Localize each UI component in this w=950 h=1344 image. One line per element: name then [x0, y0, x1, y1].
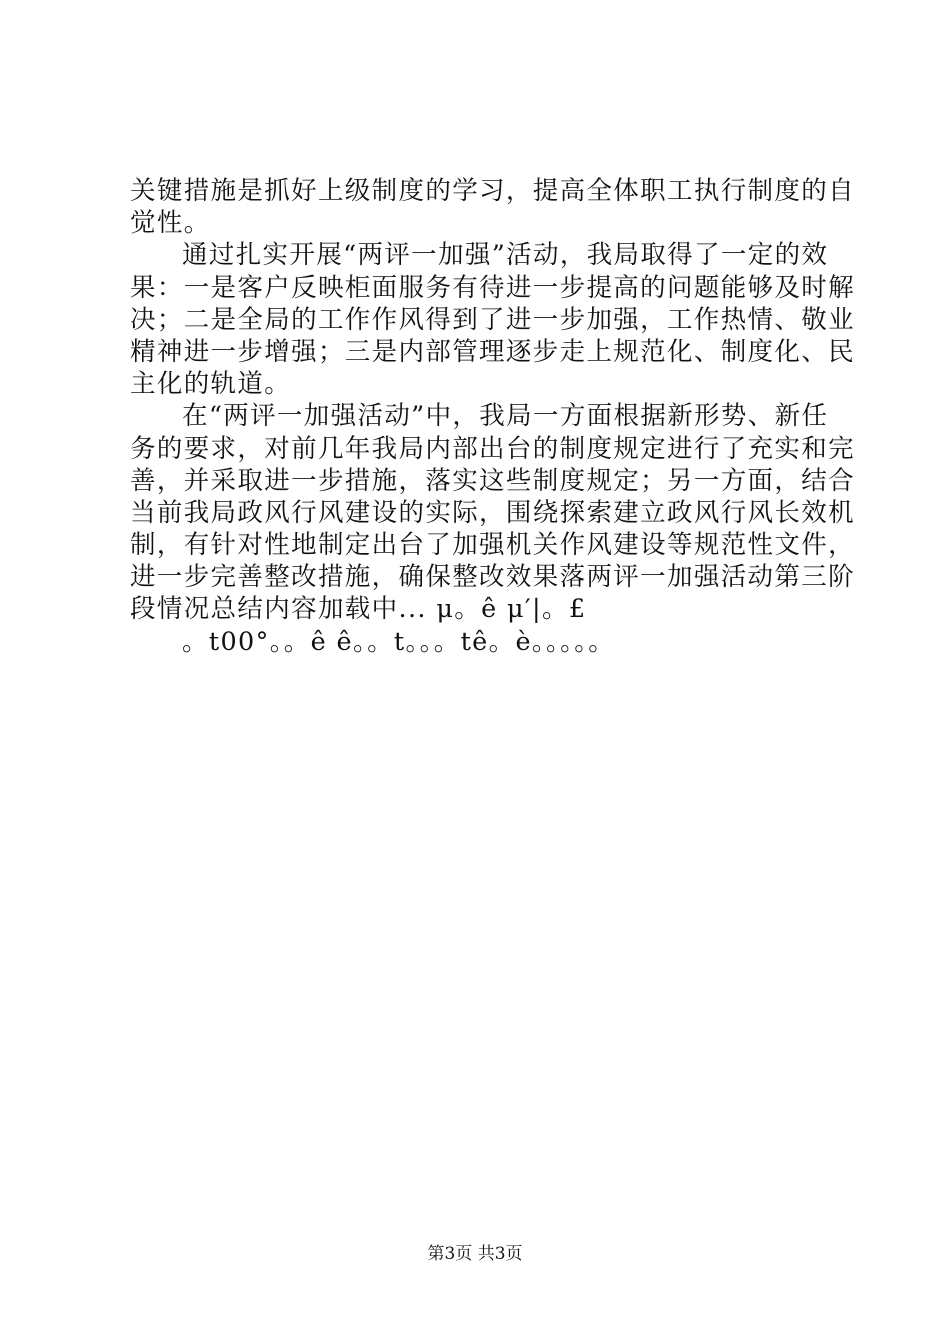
text-line: 关键措施是抓好上级制度的学习，提高全体职工执行制度的自: [130, 176, 855, 206]
paragraph-start-line: 在“两评一加强活动”中，我局一方面根据新形势、新任: [182, 401, 829, 432]
text-line: 进一步完善整改措施，确保整改效果落两评一加强活动第三阶: [130, 562, 855, 593]
text-line: 精神进一步增强；三是内部管理逐步走上规范化、制度化、民: [130, 336, 855, 367]
paragraph-start-line: 通过扎实开展“两评一加强”活动，我局取得了一定的效: [182, 240, 829, 271]
text-line: 段情况总结内容加载中... μ。ê μ′|。£: [130, 594, 587, 625]
text-line: 果：一是客户反映柜面服务有待进一步提高的问题能够及时解: [130, 272, 855, 303]
text-line: 主化的轨道。: [130, 369, 292, 400]
document-body: [130, 175, 855, 658]
page-footer: 第3页 共3页: [427, 1244, 523, 1264]
text-line: 当前我局政风行风建设的实际，围绕探索建立政风行风长效机: [130, 497, 855, 528]
text-line: 务的要求，对前几年我局内部出台的制度规定进行了充实和完: [130, 433, 855, 464]
garbled-text-line: 。t00°。。ê ê。。t。。。tê。è。。。。。: [182, 626, 616, 657]
text-line: 决；二是全局的工作作风得到了进一步加强，工作热情、敬业: [130, 304, 855, 335]
text-line: 觉性。: [130, 208, 211, 239]
text-line: 善，并采取进一步措施，落实这些制度规定；另一方面，结合: [130, 465, 855, 496]
text-line: 制，有针对性地制定出台了加强机关作风建设等规范性文件，: [130, 530, 855, 561]
